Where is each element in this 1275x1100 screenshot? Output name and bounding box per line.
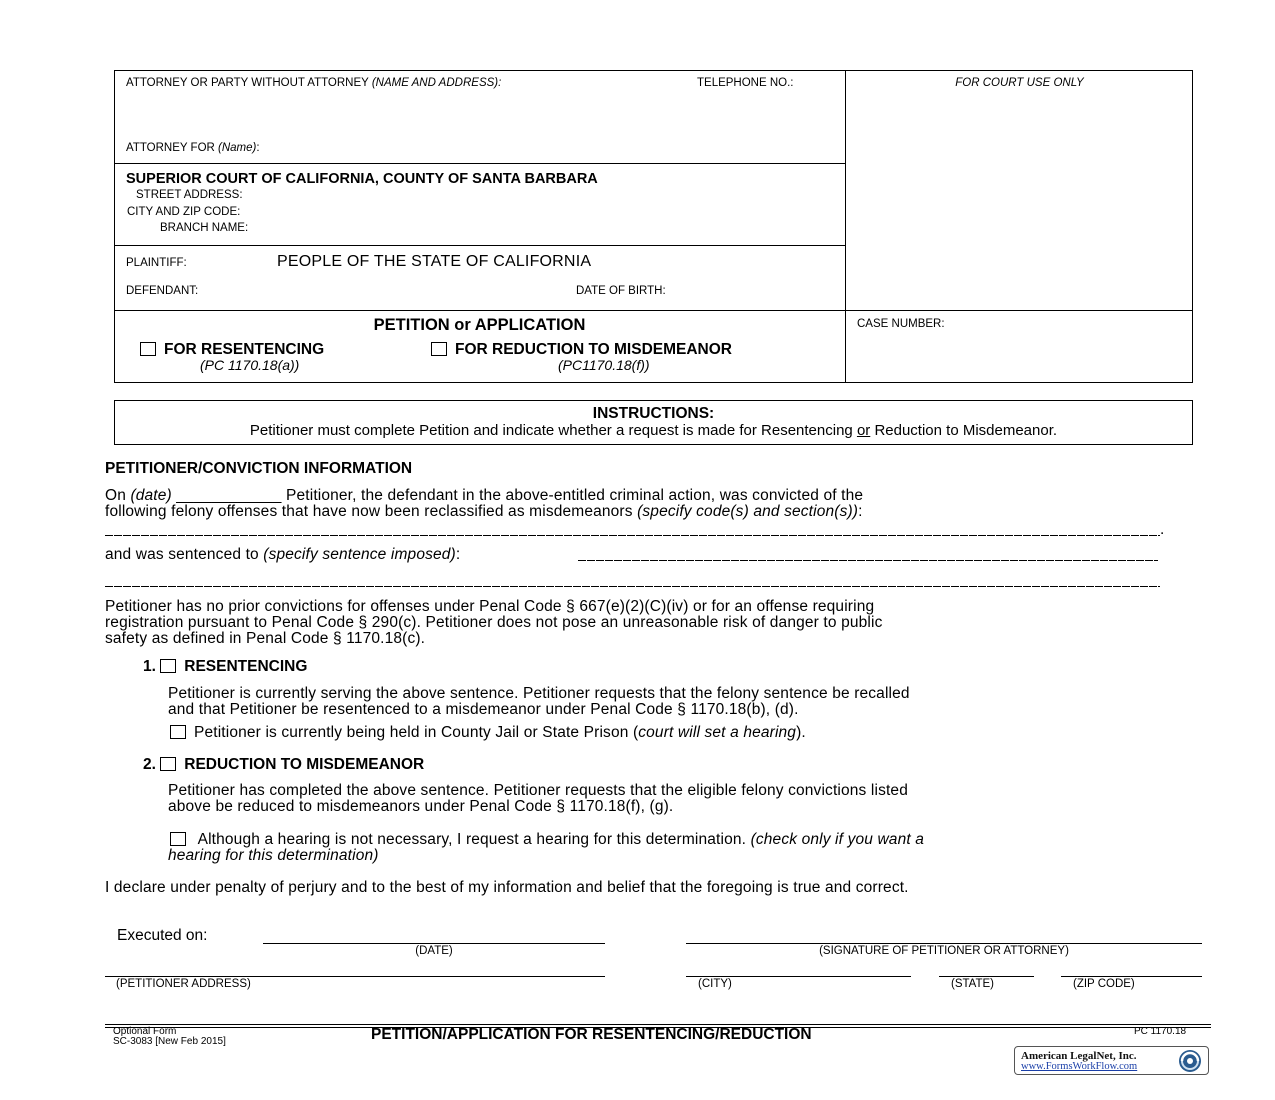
branch-name-label: BRANCH NAME: [160,222,249,234]
section2-heading[interactable]: 2. REDUCTION TO MISDEMEANOR [143,756,425,773]
section1-heading[interactable]: 1. RESENTENCING [143,658,308,675]
state-line[interactable] [939,976,1034,977]
logo-name: American LegalNet, Inc. [1021,1050,1137,1062]
city-zip-label: CITY AND ZIP CODE: [127,206,241,218]
resentencing-code: (PC 1170.18(a)) [200,357,300,373]
caption-divider-2 [114,245,845,246]
offenses-blank-line[interactable] [105,535,1160,536]
option-resentencing[interactable]: FOR RESENTENCING [140,341,324,359]
logo-url[interactable]: www.FormsWorkFlow.com [1021,1061,1138,1072]
logo-globe-icon [1173,1048,1207,1074]
section2-checkbox[interactable] [160,757,176,771]
footer-rule-1 [105,1024,1211,1025]
street-address-label: STREET ADDRESS: [136,189,243,201]
caption-box [114,70,1193,383]
signature-line[interactable] [686,943,1202,944]
date-line[interactable] [263,943,605,944]
section1-text [168,686,910,718]
state-label: (STATE) [951,978,995,990]
court-name: SUPERIOR COURT OF CALIFORNIA, COUNTY OF SANTA BARBARA [126,171,598,187]
section1-line-2: and that Petitioner be resentenced to a misdemeanor under Penal Code § 1170.18(b), (d). [168,701,799,718]
declaration: I declare under penalty of perjury and to the best of my information and belief that the foregoing is true and correct. [105,879,909,896]
section2-text [168,783,908,815]
court-use-label: FOR COURT USE ONLY [955,77,1084,89]
prior-line-3: safety as defined in Penal Code § 1170.18(c). [105,630,426,647]
plaintiff-label: PLAINTIFF: [126,257,187,269]
resentencing-checkbox[interactable] [140,342,156,356]
sentenced-label: and was sentenced to (specify sentence imposed): [105,546,461,563]
section1-line-1: Petitioner is currently serving the above sentence. Petitioner requests that the felony sentence be recalled [168,685,910,702]
petition-title: PETITION or APPLICATION [373,316,586,334]
date-label: (DATE) [415,945,453,957]
instructions-title: INSTRUCTIONS: [592,405,715,422]
form-number: SC-3083 [New Feb 2015] [113,1036,226,1047]
city-line[interactable] [686,976,911,977]
section1-checkbox[interactable] [160,659,176,673]
american-legalnet-logo[interactable] [1014,1046,1209,1075]
conviction-line-2: following felony offenses that have now been reclassified as misdemeanors (specify code(s) and section(s)): [105,503,863,520]
prior-line-2: registration pursuant to Penal Code § 290(c). Petitioner does not pose an unreasonable risk of danger to public [105,614,883,631]
conviction-heading: PETITIONER/CONVICTION INFORMATION [105,460,413,477]
sentence-blank-line[interactable] [578,560,1158,561]
instructions-text: Petitioner must complete Petition and indicate whether a request is made for Resentencing or Reduction to Misdemeanor. [249,422,1058,439]
attorney-label: ATTORNEY OR PARTY WITHOUT ATTORNEY (NAME AND ADDRESS): [126,77,502,89]
address-label: (PETITIONER ADDRESS) [116,978,251,990]
section2-line-1: Petitioner has completed the above sentence. Petitioner requests that the eligible felony convictions listed [168,782,908,799]
held-checkbox[interactable] [170,725,186,739]
optional-form-label: Optional Form [113,1026,177,1037]
signature-label: (SIGNATURE OF PETITIONER OR ATTORNEY) [819,945,1069,957]
plaintiff-value: PEOPLE OF THE STATE OF CALIFORNIA [277,253,592,270]
zip-label: (ZIP CODE) [1073,978,1135,990]
option-reduction[interactable]: FOR REDUCTION TO MISDEMEANOR [431,341,732,359]
telephone-label: TELEPHONE NO.: [697,77,794,89]
caption-divider-3 [114,310,1193,311]
hearing-checkbox[interactable] [170,832,186,846]
caption-divider-1 [114,163,845,164]
section2-line-2: above be reduced to misdemeanors under Penal Code § 1170.18(f), (g). [168,798,674,815]
pc-code: PC 1170.18 [1134,1026,1187,1037]
attorney-for-label: ATTORNEY FOR (Name): [126,142,260,154]
reduction-checkbox[interactable] [431,342,447,356]
offenses-line-end: . [1160,521,1165,538]
reduction-code: (PC1170.18(f)) [558,357,650,373]
conviction-line-1: On (date) ____________ Petitioner, the defendant in the above-entitled criminal action, was convicted of the [105,487,864,504]
city-label: (CITY) [698,978,732,990]
caption-divider-vertical [845,70,846,383]
prior-line-1: Petitioner has no prior convictions for offenses under Penal Code § 667(e)(2)(C)(iv) or for an offense requiring [105,598,875,615]
held-option[interactable]: Petitioner is currently being held in County Jail or State Prison (court will set a hearing). [170,724,806,742]
case-number-label: CASE NUMBER: [857,318,945,330]
address-line[interactable] [105,976,605,977]
executed-on-label: Executed on: [117,927,208,944]
sentence-blank-line-2[interactable] [105,586,1160,587]
hearing-option[interactable]: Although a hearing is not necessary, I request a hearing for this determination. (check only if you want a [170,831,924,849]
hearing-option-line-2: hearing for this determination) [168,847,379,864]
footer-title: PETITION/APPLICATION FOR RESENTENCING/REDUCTION [371,1026,812,1043]
dob-label: DATE OF BIRTH: [576,285,666,297]
prior-convictions-text [105,599,883,647]
zip-line[interactable] [1061,976,1202,977]
defendant-label: DEFENDANT: [126,285,199,297]
